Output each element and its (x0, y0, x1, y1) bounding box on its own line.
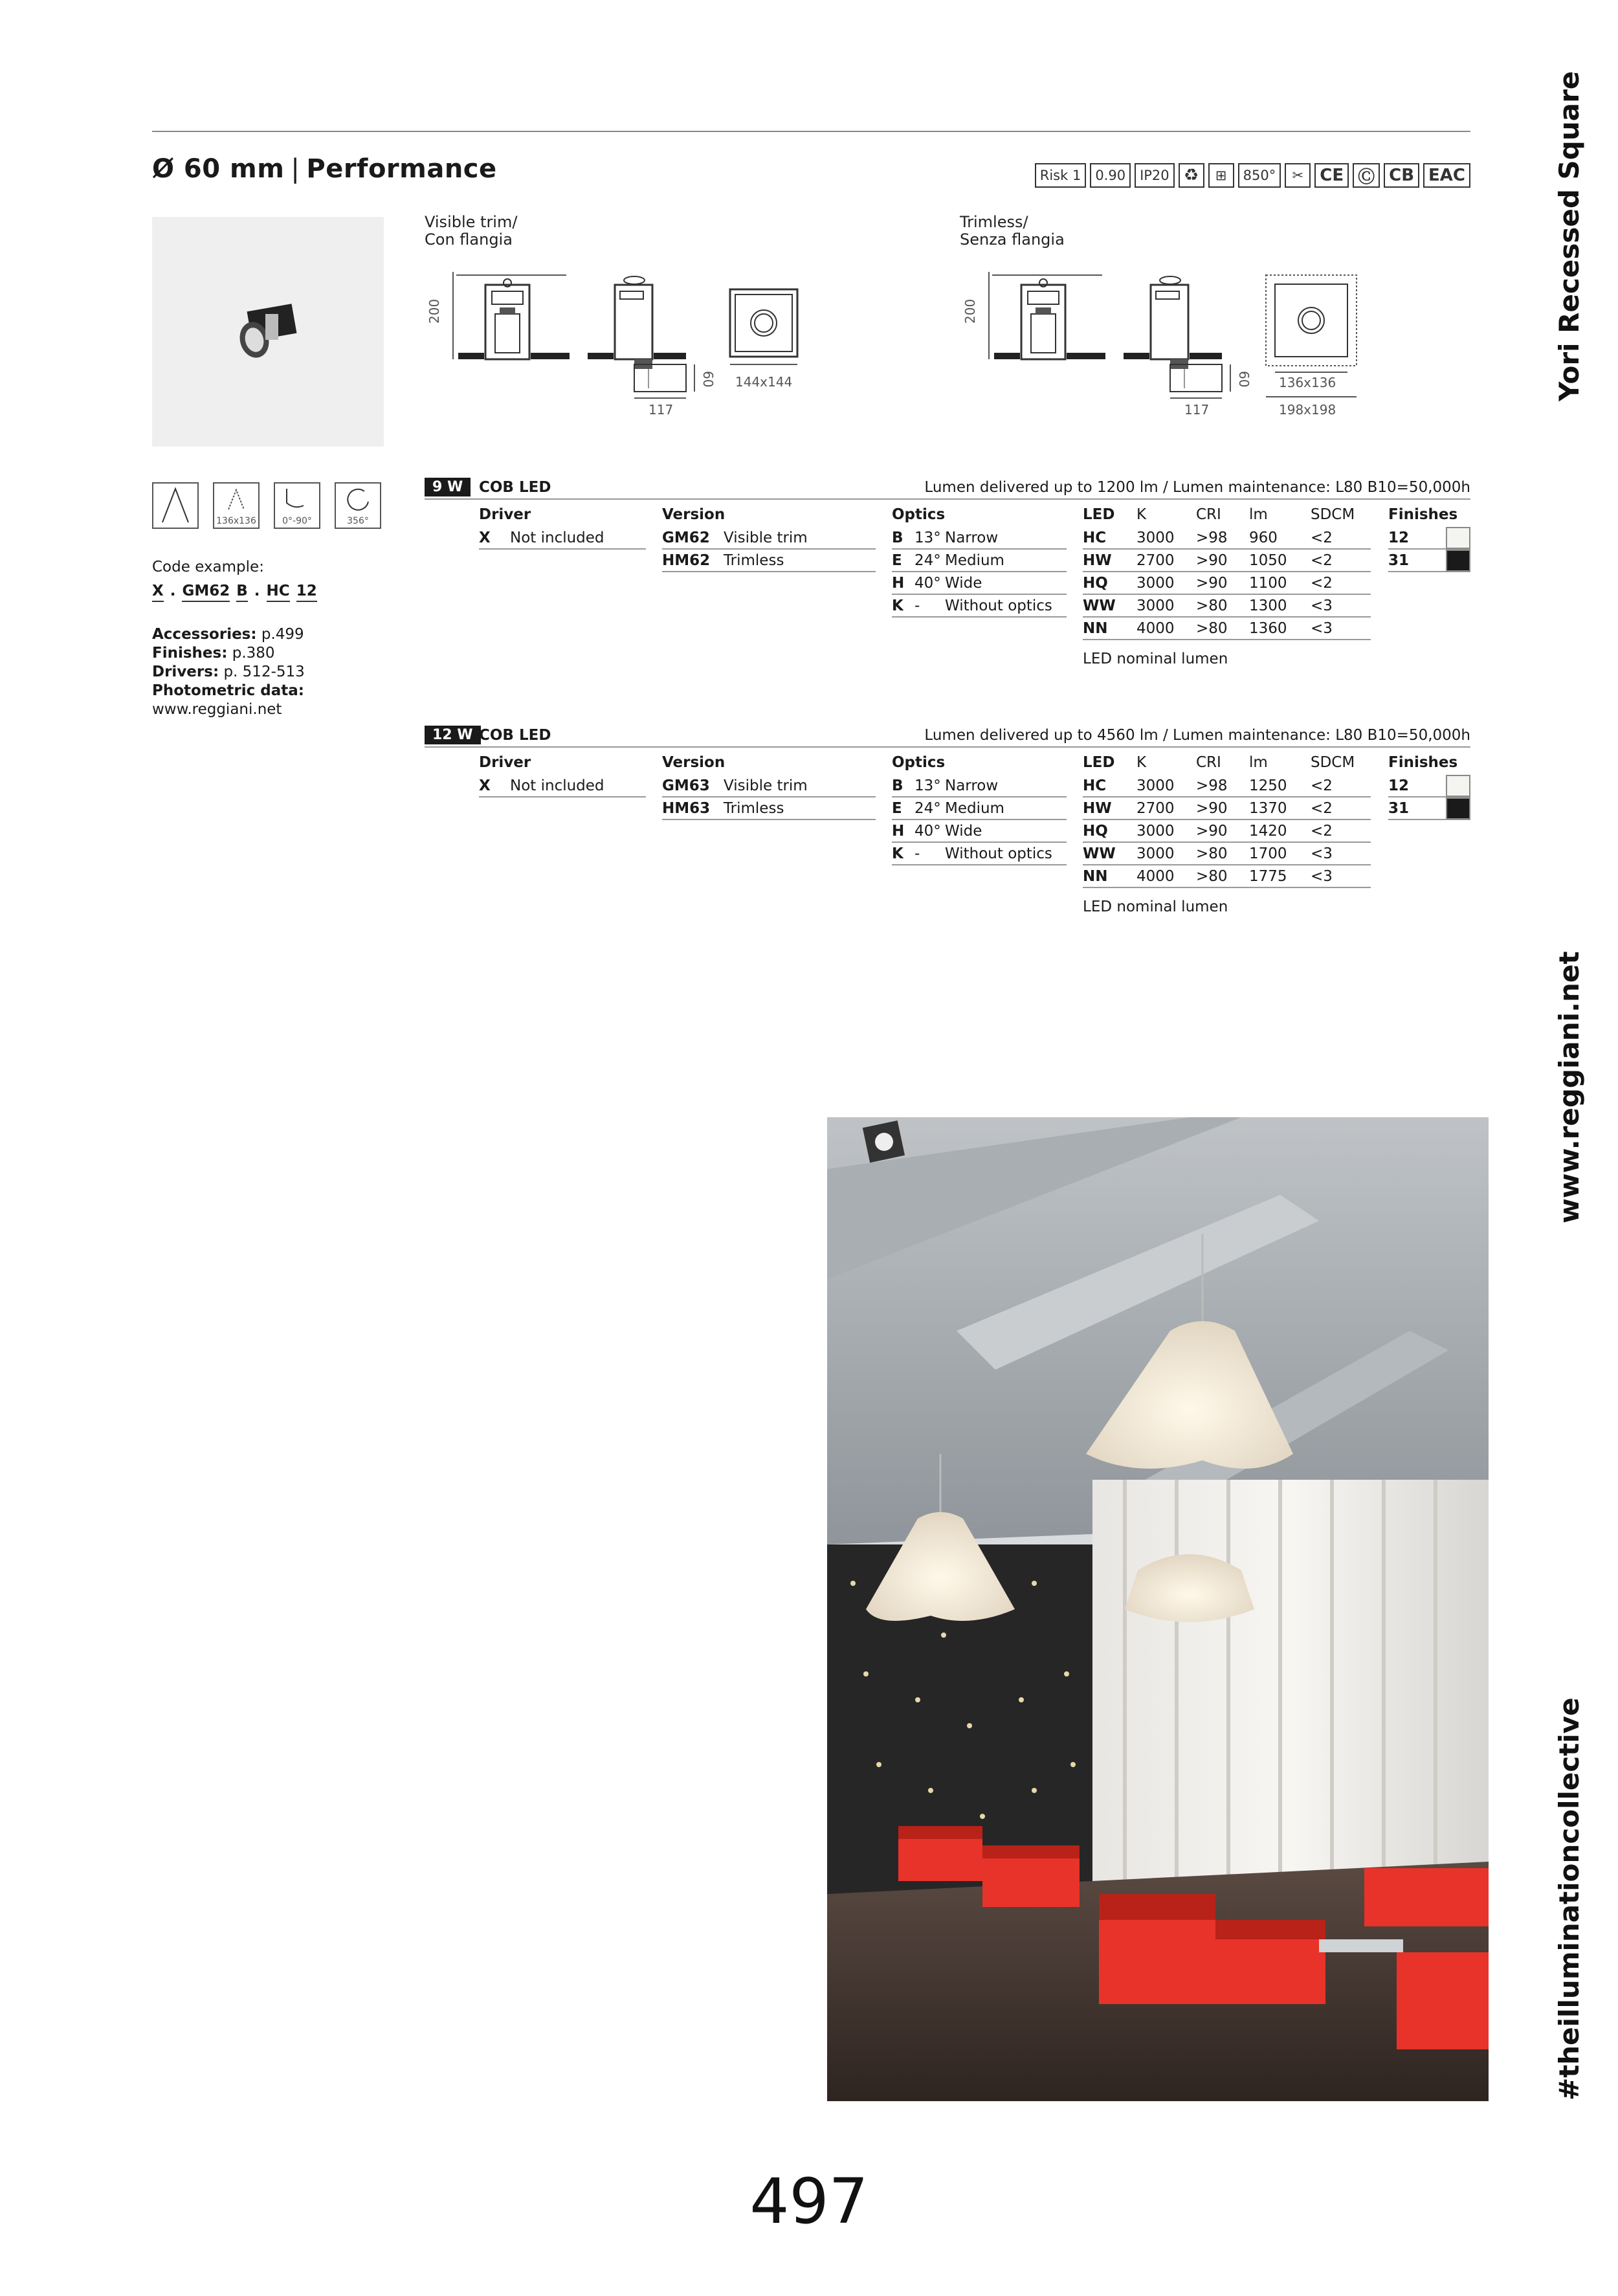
power-factor-icon: 0.90 (1090, 163, 1131, 188)
code-example-label: Code example: (152, 559, 264, 575)
section1-title: COB LED (479, 479, 551, 496)
title-size: Ø 60 mm (152, 154, 285, 184)
ip-rating-icon: IP20 (1135, 163, 1175, 188)
section2-watt-badge: 12 W (425, 726, 481, 744)
depth-dim-2: 60 (1236, 371, 1252, 388)
section2-header-k: K (1136, 754, 1147, 771)
section1-optics-row: B 13° Narrow (892, 527, 1067, 550)
cutout-icon: 136x136 (213, 482, 260, 529)
section1-header-lm: lm (1249, 506, 1268, 523)
section1-led-row: HQ 3000 >90 1100 <2 (1083, 572, 1371, 595)
section2-header-led: LED (1083, 754, 1115, 771)
visible-trim-label: Visible trim/ Con flangia (425, 213, 518, 249)
section2-header-sdcm: SDCM (1311, 754, 1355, 771)
section1-header-driver: Driver (479, 506, 531, 523)
section1-led-row: WW 3000 >80 1300 <3 (1083, 595, 1371, 618)
section2-version-row: GM63 Visible trim (662, 775, 876, 797)
section1-finish-row: 31 (1388, 550, 1470, 572)
section2-finish-swatch-white (1446, 775, 1470, 797)
title-name: Performance (306, 154, 497, 184)
section2-title: COB LED (479, 727, 551, 744)
depth-dim: 60 (700, 371, 716, 388)
section2-driver-row: X Not included (479, 775, 646, 797)
section1-header-cri: CRI (1196, 506, 1221, 523)
section2-header-optics: Optics (892, 754, 946, 771)
code-example: X . GM62 B . HC 12 (152, 583, 317, 602)
references: Accessories: p.499 Finishes: p.380 Drivers: p. 512-513 Photometric data: www.reggiani.net (152, 626, 305, 718)
section2-lumen: Lumen delivered up to 4560 lm / Lumen maintenance: L80 B10=50,000h (924, 727, 1470, 744)
section2-led-row: HW 2700 >90 1370 <2 (1083, 797, 1371, 820)
cutout-trimless-outer-dim: 198x198 (1279, 402, 1336, 418)
section1-driver-row: X Not included (479, 527, 646, 550)
trimless-label: Trimless/ Senza flangia (960, 213, 1065, 249)
section1-header-optics: Optics (892, 506, 946, 523)
side-hashtag: #theilluminationcollective (1553, 1697, 1585, 2101)
interior-photo (827, 1117, 1489, 2101)
risk-icon: Risk 1 (1035, 163, 1087, 188)
product-thumbnail (152, 217, 384, 447)
section1-header-led: LED (1083, 506, 1115, 523)
section2-led-note: LED nominal lumen (1083, 898, 1228, 915)
section1-optics-row: H 40° Wide (892, 572, 1067, 595)
trimless-drawing (950, 262, 1364, 430)
width-dim: 117 (648, 402, 674, 418)
top-rule (152, 131, 1470, 132)
section1-optics-row: E 24° Medium (892, 550, 1067, 572)
section2-version-row: HM63 Trimless (662, 797, 876, 820)
height-dim: 200 (427, 298, 442, 324)
page-number: 497 (749, 2165, 869, 2238)
section1-led-note: LED nominal lumen (1083, 651, 1228, 667)
visible-trim-drawing (414, 262, 828, 430)
ce-mark-icon: CE (1314, 163, 1349, 188)
section2-optics-row: B 13° Narrow (892, 775, 1067, 797)
section1-optics-row: K - Without optics (892, 595, 1067, 618)
section1-header-version: Version (662, 506, 726, 523)
certification-icons (1035, 163, 1470, 188)
section1-led-row: NN 4000 >80 1360 <3 (1083, 618, 1371, 640)
section1-led-row: HW 2700 >90 1050 <2 (1083, 550, 1371, 572)
section2-header-finishes: Finishes (1388, 754, 1458, 771)
section2-header-lm: lm (1249, 754, 1268, 771)
beam-icon (152, 482, 199, 529)
photometric-link[interactable]: www.reggiani.net (152, 701, 282, 718)
section2-rule (425, 746, 1470, 748)
eac-mark-icon: EAC (1423, 163, 1470, 188)
height-dim-2: 200 (962, 298, 978, 324)
section2-led-row: NN 4000 >80 1775 <3 (1083, 865, 1371, 888)
cutout-visible-dim: 144x144 (735, 374, 793, 390)
section1-lumen: Lumen delivered up to 1200 lm / Lumen maintenance: L80 B10=50,000h (924, 479, 1470, 496)
rotation-icon: 356° (335, 482, 381, 529)
section2-optics-row: E 24° Medium (892, 797, 1067, 820)
section2-led-row: HC 3000 >98 1250 <2 (1083, 775, 1371, 797)
section2-optics-row: K - Without optics (892, 843, 1067, 865)
section2-led-row: WW 3000 >80 1700 <3 (1083, 843, 1371, 865)
section1-header-sdcm: SDCM (1311, 506, 1355, 523)
section2-header-cri: CRI (1196, 754, 1221, 771)
ccc-mark-icon: Ⓒ (1353, 163, 1380, 188)
section1-finish-swatch-black (1446, 550, 1470, 572)
width-dim-2: 117 (1184, 402, 1210, 418)
title-separator: | (291, 154, 300, 184)
section1-header-finishes: Finishes (1388, 506, 1458, 523)
class-iii-icon: ⊞ (1208, 163, 1234, 188)
section2-optics-row: H 40° Wide (892, 820, 1067, 843)
cb-mark-icon: CB (1384, 163, 1419, 188)
section1-version-row: GM62 Visible trim (662, 527, 876, 550)
section2-finish-swatch-black (1446, 797, 1470, 819)
section1-version-row: HM62 Trimless (662, 550, 876, 572)
cutout-trimless-inner-dim: 136x136 (1279, 375, 1336, 390)
section2-header-driver: Driver (479, 754, 531, 771)
section2-led-row: HQ 3000 >90 1420 <2 (1083, 820, 1371, 843)
recycle-icon: ♻ (1179, 163, 1204, 188)
page-title (152, 154, 497, 184)
section1-header-k: K (1136, 506, 1147, 523)
section1-rule (425, 498, 1470, 500)
section2-finish-row: 12 (1388, 775, 1470, 797)
section1-watt-badge: 9 W (425, 478, 471, 496)
section1-led-row: HC 3000 >98 960 <2 (1083, 527, 1371, 550)
tilt-icon: 0°-90° (274, 482, 320, 529)
section1-finish-row: 12 (1388, 527, 1470, 550)
no-insulation-icon: ✂ (1285, 163, 1311, 188)
side-product-line: Yori Recessed Square (1553, 71, 1585, 401)
glow-wire-icon: 850° (1238, 163, 1281, 188)
section1-finish-swatch-white (1446, 527, 1470, 549)
side-website[interactable]: www.reggiani.net (1553, 951, 1585, 1223)
section2-header-version: Version (662, 754, 726, 771)
section2-finish-row: 31 (1388, 797, 1470, 820)
